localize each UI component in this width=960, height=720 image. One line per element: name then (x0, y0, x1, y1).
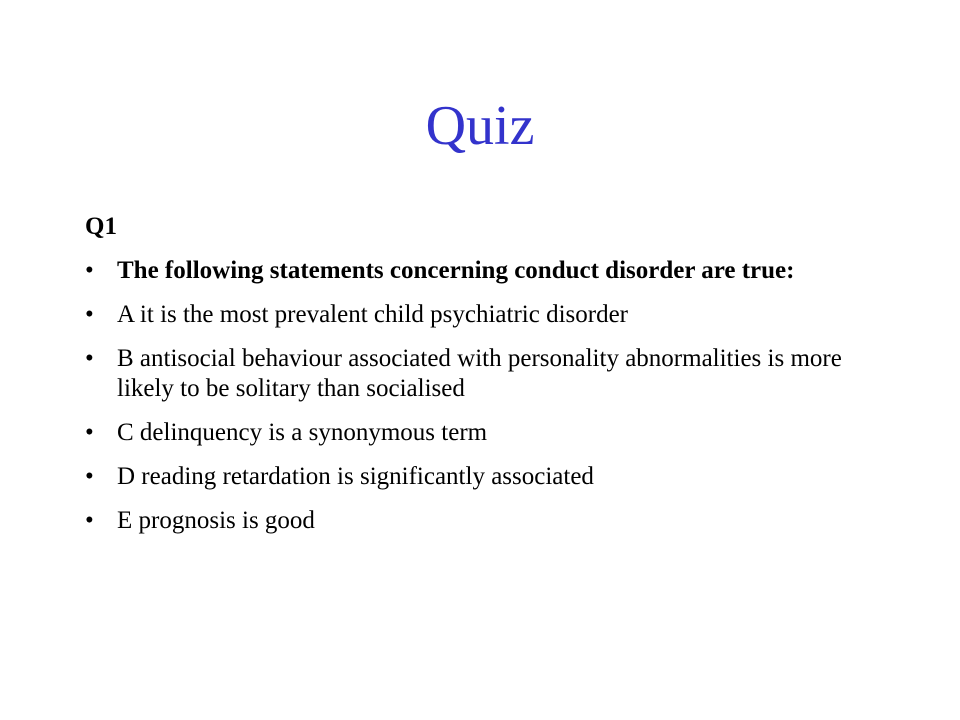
slide-title: Quiz (425, 95, 535, 157)
slide-body (85, 212, 885, 550)
option-b (85, 344, 885, 404)
option-e (85, 506, 885, 536)
option-e-text: E prognosis is good (117, 507, 315, 534)
bullet-list (85, 256, 885, 536)
option-c-text: C delinquency is a synonymous term (117, 419, 488, 446)
question-stem (85, 256, 885, 286)
question-stem-text: The following statements concerning conduct disorder are true: (117, 257, 795, 284)
option-d-text: D reading retardation is significantly associated (117, 463, 594, 490)
bullet-icon: • (85, 345, 94, 372)
option-b-text: B antisocial behaviour associated with personality abnormalities is more likely to be solitary than socialised (117, 345, 842, 402)
bullet-icon: • (85, 301, 94, 328)
option-a-text: A it is the most prevalent child psychiatric disorder (117, 301, 628, 328)
bullet-icon: • (85, 257, 94, 284)
bullet-icon: • (85, 507, 94, 534)
option-c (85, 418, 885, 448)
option-d (85, 462, 885, 492)
bullet-icon: • (85, 419, 94, 446)
question-label: Q1 (85, 213, 117, 240)
option-a (85, 300, 885, 330)
bullet-icon: • (85, 463, 94, 490)
